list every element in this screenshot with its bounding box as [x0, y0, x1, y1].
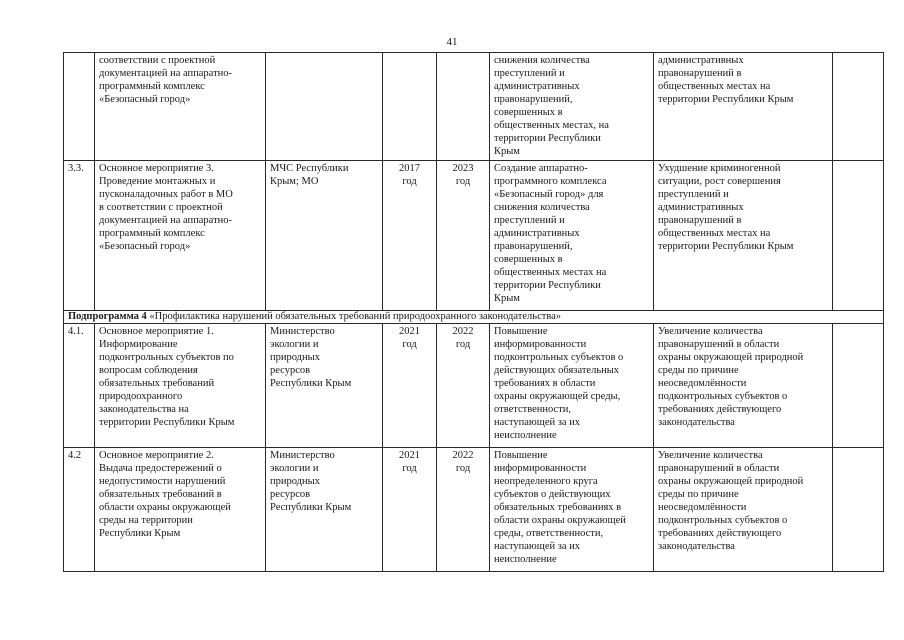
table-row — [64, 161, 884, 311]
consequence-cell: Ухудшение криминогенной ситуации, рост совершения преступлений и административных правонарушений в общественных местах на территории Республики Крым — [654, 161, 833, 311]
start-year-cell: 2017 год — [383, 161, 437, 311]
consequence-cell: Увеличение количества правонарушений в области охраны окружающей природной среды по причине неосведомлённости подконтрольных субъектов о требованиях действующего законодательства — [654, 324, 833, 448]
result-cell: снижения количества преступлений и административных правонарушений, совершенных в общественных местах, на территории Республики Крым — [490, 53, 654, 161]
extra-cell — [833, 324, 884, 448]
row-number — [64, 53, 95, 161]
activity-cell: Основное мероприятие 2. Выдача предостережений о недопустимости нарушений обязательных требований в области охраны окружающей среды на территории Республики Крым — [95, 448, 266, 572]
row-number: 4.1. — [64, 324, 95, 448]
start-year-cell: 2021 год — [383, 448, 437, 572]
row-number: 3.3. — [64, 161, 95, 311]
start-year-cell: 2021 год — [383, 324, 437, 448]
table-row — [64, 53, 884, 161]
measures-table — [63, 52, 884, 572]
executor-cell — [266, 53, 383, 161]
result-cell: Повышение информированности неопределенного круга субъектов о действующих обязательных требованиях в области охраны окружающей среды, ответственности, наступающей за их неисполнение — [490, 448, 654, 572]
table-row — [64, 324, 884, 448]
executor-cell: Министерство экологии и природных ресурсов Республики Крым — [266, 324, 383, 448]
activity-cell: Основное мероприятие 1. Информирование подконтрольных субъектов по вопросам соблюдения обязательных требований природоохранного законодательства на территории Республики Крым — [95, 324, 266, 448]
extra-cell — [833, 448, 884, 572]
result-cell: Создание аппаратно- программного комплекса «Безопасный город» для снижения количества преступлений и административных правонарушений, совершенных в общественных местах на территории Республики Крым — [490, 161, 654, 311]
consequence-cell: Увеличение количества правонарушений в области охраны окружающей природной среды по причине неосведомлённости подконтрольных субъектов о требованиях действующего законодательства — [654, 448, 833, 572]
subprogram-label: Подпрограмма 4 — [68, 311, 147, 322]
end-year-cell — [437, 53, 490, 161]
result-cell: Повышение информированности подконтрольных субъектов о действующих обязательных требованиях в области охраны окружающей среды, ответственности, наступающей за их неисполнение — [490, 324, 654, 448]
subprogram-title — [64, 311, 884, 324]
subprogram-name: «Профилактика нарушений обязательных требований природоохранного законодательства» — [146, 311, 562, 322]
consequence-cell: административных правонарушений в общественных местах на территории Республики Крым — [654, 53, 833, 161]
subprogram-header-row — [64, 311, 884, 324]
row-number: 4.2 — [64, 448, 95, 572]
activity-cell: соответствии с проектной документацией на аппаратно- программный комплекс «Безопасный город» — [95, 53, 266, 161]
end-year-cell: 2023 год — [437, 161, 490, 311]
executor-cell: МЧС Республики Крым; МО — [266, 161, 383, 311]
extra-cell — [833, 53, 884, 161]
end-year-cell: 2022 год — [437, 324, 490, 448]
start-year-cell — [383, 53, 437, 161]
end-year-cell: 2022 год — [437, 448, 490, 572]
extra-cell — [833, 161, 884, 311]
executor-cell: Министерство экологии и природных ресурсов Республики Крым — [266, 448, 383, 572]
activity-cell: Основное мероприятие 3. Проведение монтажных и пусконаладочных работ в МО в соответствии с проектной документацией на аппаратно- программный комплекс «Безопасный город» — [95, 161, 266, 311]
table-row — [64, 448, 884, 572]
page-number: 41 — [446, 36, 458, 48]
